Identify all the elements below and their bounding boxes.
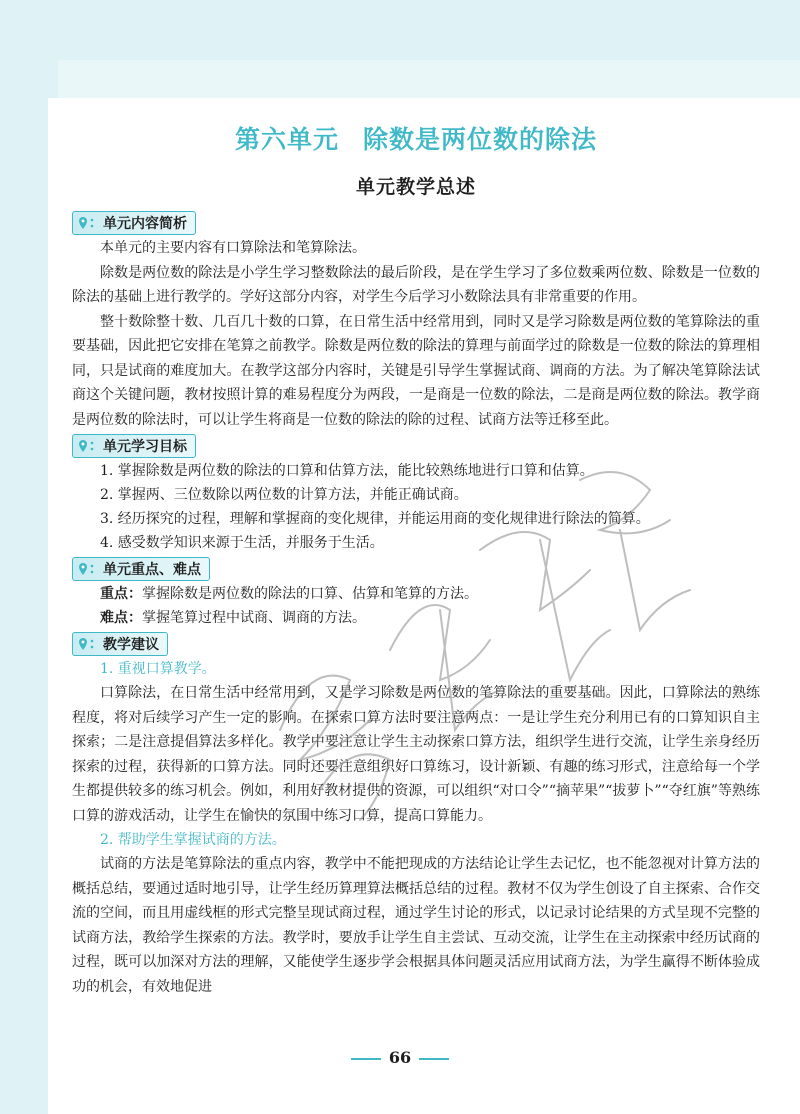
section-heading-label: 教学建议 [103, 637, 159, 653]
page-number-value: 66 [388, 1048, 412, 1067]
location-pin-icon [77, 561, 99, 577]
unit-title [72, 120, 760, 156]
section-heading-label: 单元内容简析 [103, 216, 187, 232]
paragraph: 除数是两位数的除法是小学生学习整数除法的最后阶段，是在学生学习了多位数乘两位数、除数是一位数的除法的基础上进行教学的。学好这部分内容，对学生今后学习小数除法具有非常重要的作用。 [72, 264, 760, 305]
section-heading-keypoints [72, 557, 210, 581]
paragraph: 整十数除整十数、几百几十数的口算，在日常生活中经常用到，同时又是学习除数是两位数的笔算除法的重要基础，因此把它安排在笔算之前教学。除数是两位数的除法的算理与前面学过的除数是一位数的除法的算理相同，只是试商的难度加大。在教学这部分内容时，关键是引导学生掌握试商、调商的方法。为了解决笔算除法试商这个关键问题，教材按照计算的难易程度分为两段，一是商是一位数的除法，二是商是两位数的除法。教学商是两位数的除法时，可以让学生将商是一位数的除法的除的过程、试商方法等迁移至此。 [72, 313, 760, 428]
page-content [72, 98, 760, 999]
goal-item: 2. 掌握两、三位数除以两位数的计算方法，并能正确试商。 [100, 487, 468, 503]
goal-item: 4. 感受数学知识来源于生活，并服务于生活。 [100, 535, 384, 551]
goal-item: 1. 掌握除数是两位数的除法的口算和估算方法，能比较熟练地进行口算和估算。 [100, 463, 594, 479]
paragraph: 本单元的主要内容有口算除法和笔算除法。 [100, 240, 366, 256]
difficulty-text: 掌握笔算过程中试商、调商的方法。 [142, 610, 366, 626]
left-decor-band [0, 0, 58, 1114]
page-number [0, 1048, 800, 1067]
section-heading-label: 单元学习目标 [103, 439, 187, 455]
suggestion-subheading: 1. 重视口算教学。 [100, 661, 216, 677]
unit-name: 除数是两位数的除法 [363, 125, 598, 154]
location-pin-icon [77, 636, 99, 652]
goal-item: 3. 经历探究的过程，理解和掌握商的变化规律，并能运用商的变化规律进行除法的简算。 [100, 511, 650, 527]
suggestion-subheading: 2. 帮助学生掌握试商的方法。 [100, 832, 286, 848]
focus-point [72, 582, 760, 606]
focus-label: 重点： [100, 586, 142, 602]
paragraph: 试商的方法是笔算除法的重点内容，教学中不能把现成的方法结论让学生去记忆，也不能忽视对计算方法的概括总结，要通过适时地引导，让学生经历算理算法概括总结的过程。教材不仅为学生创设了自主探索、合作交流的空间，而且用虚线框的形式完整呈现试商过程，通过学生讨论的形式，以记录讨论结果的方式呈现不完整的试商方法，教给学生探索的方法。教学时，要放手让学生自主尝试、互动交流，让学生在主动探索中经历试商的过程，既可以加深对方法的理解，又能使学生逐步学会根据具体问题灵活应用试商方法，为学生赢得不断体验成功的机会，有效地促进 [72, 856, 760, 995]
location-pin-icon [77, 438, 99, 454]
location-pin-icon [77, 215, 99, 231]
page-number-dash [351, 1058, 381, 1060]
difficulty-point [72, 606, 760, 630]
unit-label: 第六单元 [234, 125, 339, 154]
section-heading-goals [72, 434, 196, 458]
page-number-dash [419, 1058, 449, 1060]
paragraph: 口算除法，在日常生活中经常用到，又是学习除数是两位数的笔算除法的重要基础。因此，口算除法的熟练程度，将对后续学习产生一定的影响。在探索口算方法时要注意两点：一是让学生充分利用已有的口算知识自主探索；二是注意提倡算法多样化。教学中要注意让学生主动探索口算方法，组织学生进行交流，让学生亲身经历探索的过程，获得新的口算方法。同时还要注意组织好口算练习，设计新颖、有趣的练习形式，注意给每一个学生都提供较多的练习机会。例如，利用好教材提供的资源，可以组织“对口令”“摘苹果”“拔萝卜”“夺红旗”等熟练口算的游戏活动，让学生在愉快的氛围中练习口算，提高口算能力。 [72, 685, 760, 824]
page-subtitle: 单元教学总述 [355, 176, 476, 198]
top-decor-band [0, 0, 800, 98]
difficulty-label: 难点： [100, 610, 142, 626]
section-heading-content [72, 211, 196, 235]
section-heading-label: 单元重点、难点 [103, 562, 201, 578]
section-heading-suggestions [72, 632, 168, 656]
focus-text: 掌握除数是两位数的除法的口算、估算和笔算的方法。 [142, 586, 478, 602]
